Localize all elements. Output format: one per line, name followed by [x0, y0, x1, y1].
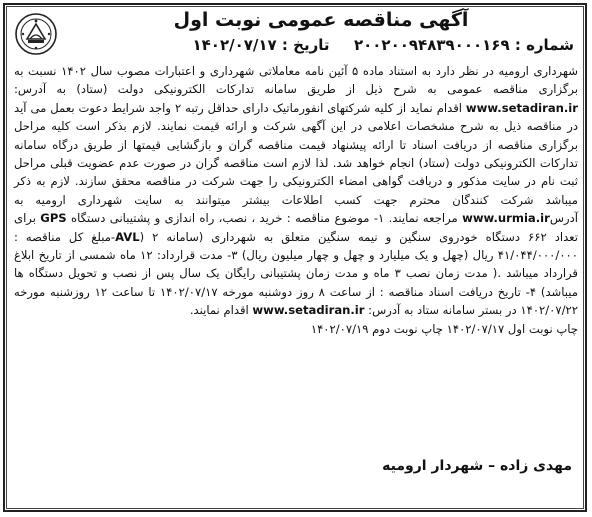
setad-url-link-2[interactable]: www.setadiran.ir: [252, 303, 365, 318]
body-part-6: اقدام نمایند.: [189, 303, 253, 318]
body-part-1: شهرداری ارومیه در نظر دارد به استناد ماده ۵ آئین نامه معاملاتی شهرداری و اعتبارات مصوب سال ۱۴۰۲ نسبت به برگزاری مناقصه عمومی به شرح ذیل از طریق سامانه تدارکات الکترونیکی دولت (ستاد) به آدرس:: [14, 64, 578, 97]
notice-date: ۱۴۰۲/۰۷/۱۷: [192, 36, 277, 54]
body-part-2: اقدام نماید از کلیه شرکتهای انفورماتیک دارای حداقل رتبه ۲ واجد شرایط دعوت بعمل می آید در مناقصه ذیل به شرح مشخصات اعلامی در این آگهی شرکت و ارائه قیمت نمایند. لازم بذکر است کلیه مراحل برگزاری مناقصه از دریافت اسناد تا ارائه پیشنهاد قیمت مناقصه گران و بازگشایی قیمتها از طریق درگاه سامانه تدارکات الکترونیکی دولت (ستاد) انجام خواهد شد. لذا لازم است مناقصه گران در صورت عدم عضویت قبلی مراحل ثبت نام در سایت مذکور و دریافت گواهی امضاء الکترونیکی را جهت شرکت در مناقصه محقق سازند. لازم به ذکر میباشد شرکت کنندگان محترم جهت کسب اطلاعات بیشتر میتوانند به سایت شهرداری ارومیه به آدرس: [14, 100, 578, 226]
notice-title: آگهی مناقصه عمومی نوبت اول: [173, 9, 469, 31]
avl-term: AVL: [115, 229, 140, 244]
notice-body: [14, 62, 578, 338]
print-dates: چاپ نوبت اول ۱۴۰۲/۰۷/۱۷ چاپ نوبت دوم ۱۴۰۲/۰۷/۱۹: [310, 321, 578, 336]
setad-url-link[interactable]: www.setadiran.ir: [465, 100, 578, 115]
date-label: تاریخ :: [281, 36, 330, 54]
body-part-5: ) ۲-مبلغ کل مناقصه : ۴۱/۰۴۴/۰۰۰/۰۰۰ ریال (چهل و یک میلیارد و چهل و چهار میلیون ریال) ۳- مدت قرارداد: ۱۲ ماه شمسی از تاریخ ابلاغ قرارداد میباشد .( مدت زمان نصب ۳ ماه و مدت زمان پشتیبانی رایگان یک سال پس از نصب و تحویل دستگاه ها میباشد) ۴- تاریخ دریافت اسناد مناقصه : از ساعت ۸ روز دوشنبه مورخه ۱۴۰۲/۰۷/۱۷ تا ساعت ۱۲ روزشنبه مورخه ۱۴۰۲/۰۷/۲۲ در بستر سامانه ستاد به آدرس:: [14, 229, 578, 318]
notice-header: [62, 8, 580, 56]
notice-number-line: [62, 34, 580, 56]
body-part-3: مراجعه نمایند. ۱- موضوع مناقصه : خرید ، نصب، راه اندازی و پشتیبانی دستگاه: [66, 211, 463, 226]
municipality-emblem-icon: [14, 12, 58, 56]
body-part-4: برای تعداد ۶۶۲ دستگاه خودروی سنگین و نیمه سنگین متعلق به شهرداری (سامانه: [14, 211, 578, 244]
number-label: شماره :: [514, 36, 574, 54]
signature-line: مهدی زاده – شهردار ارومیه: [382, 458, 572, 474]
urmia-url-link[interactable]: www.urmia.ir: [462, 211, 550, 226]
gps-term: GPS: [40, 211, 67, 226]
notice-number: ۲۰۰۲۰۰۹۴۸۳۹۰۰۰۱۶۹: [353, 36, 510, 54]
